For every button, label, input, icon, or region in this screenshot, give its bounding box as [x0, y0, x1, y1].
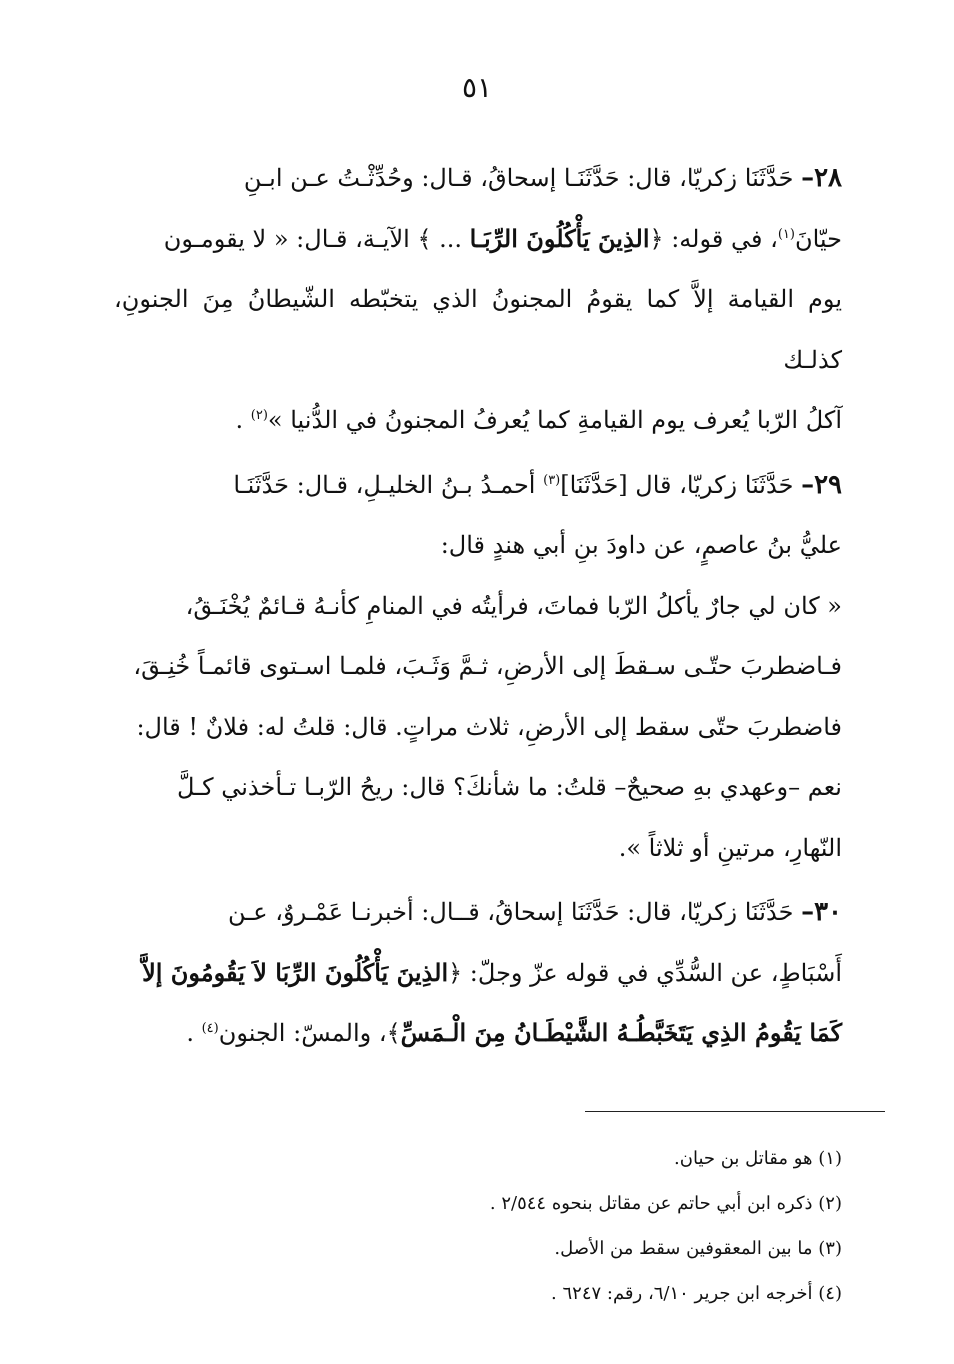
text-line: ٣٠– حَدَّثَنَا زكريّا، قال: حَدَّثَنَا إسحاقُ، قــال: أخبرنـا عَمْـروٌ، عـن	[227, 897, 842, 927]
footnote-3: (٣) ما بين المعقوفين سقط من الأصل.	[554, 1238, 842, 1259]
text-line: أَسْبَاطٍ، عن السُّدِّي في قوله عزّ وجلّ: ﴿الذِينَ يَأْكُلُونَ الرِّبَا لاَ يَقُومُونَ إلاَّ	[142, 957, 842, 987]
footnote-ref: (١)	[777, 226, 795, 242]
footnote-separator	[585, 1111, 885, 1112]
hadith-number: ٢٩–	[801, 469, 842, 500]
text-line: نعم –وعهدي بهِ صحيحٌ– قلتُ: ما شأنكَ؟ قال: ريحُ الرّبـا تـأخذني كـلَّ	[176, 773, 842, 801]
hadith-29	[114, 455, 842, 879]
text-line: « كان لي جارٌ يأكلُ الرّبا فماتَ، فرأيتُه في المنامِ كأنـهُ قـائمٌ يُخْنَـقُ،	[185, 591, 842, 620]
quran-verse: الذِينَ يَأْكُلُونَ الرِّبَـا	[469, 223, 650, 253]
footnote-4: (٤) أخرجه ابن جرير ٦/١٠، رقم: ٦٢٤٧ .	[551, 1283, 842, 1304]
hadith-number: ٣٠–	[801, 897, 842, 927]
text-line: يوم القيامة إلاَّ كما يقومُ المجنونُ الذي يتخبّطه الشّيطانُ مِنَ الجنونِ، كذلـك	[114, 285, 842, 374]
quran-verse: كَمَا يَقُومُ الذِي يَتَخَبَّطُـهُ الشَّيْطَـانُ مِنَ الْـمَسِّ	[400, 1018, 842, 1047]
text-line: عليُّ بنُ عاصمٍ، عن داودَ بنِ أبي هندٍ قال:	[440, 531, 842, 559]
text-line: ٢٩– حَدَّثَنَا زكريّا، قال [حَدَّثَنَا]$^{(٣)}$ أحمـدُ بـنُ الخليـلِ، قـال: حَدَّثَنَـا	[233, 469, 842, 500]
footnote-1: (١) هو مقاتل بن حيان.	[674, 1148, 842, 1169]
text-line: ٢٨– حَدَّثَنَا زكريّا، قال: حَدَّثَنَـا إسحاقُ، قـال: وحُدِّثْـتُ عـن ابـنِ	[243, 163, 842, 193]
footnote-2: (٢) ذكره ابن أبي حاتم عن مقاتل بنحوه ٢/٥٤٤ .	[489, 1193, 842, 1214]
footnotes	[114, 1136, 842, 1316]
footnote-ref: (٤)	[201, 1021, 219, 1036]
hadith-30	[114, 882, 842, 1064]
main-text	[114, 148, 842, 1064]
text-line: كَمَا يَقُومُ الذِي يَتَخَبَّطُـهُ الشَّيْطَـانُ مِنَ الْـمَسِّ﴾، والمسّ: الجنون$^{(٤)}$ .	[186, 1018, 842, 1047]
text-line: فـاضطربَ حتّـى سـقطَ إلى الأرضِ، ثـمَّ وَثَـبَ، فلمـا اسـتوى قائمـاً خُنِـقَ،	[133, 652, 842, 680]
quran-verse: الذِينَ يَأْكُلُونَ الرِّبَا لاَ يَقُومُونَ إلاَّ	[142, 957, 449, 987]
hadith-28	[114, 148, 842, 451]
footnote-ref: (٣)	[543, 472, 561, 488]
footnote-ref: (٢)	[250, 408, 268, 423]
text-line: حيّانَ$^{(١)}$، في قوله: ﴿الذِينَ يَأْكُلُونَ الرِّبَـا ... ﴾ الآيـة، قـال: « لا يقومـون	[163, 223, 842, 253]
text-line: فاضطربَ حتّى سقط إلى الأرضِ، ثلاث مراتٍ. قال: قلتُ له: فلانٌ ! قال:	[136, 712, 842, 741]
hadith-number: ٢٨–	[801, 163, 842, 193]
text-line: النّهارِ، مرتينِ أو ثلاثاً ».	[618, 833, 842, 862]
text-line: آكلُ الرّبا يُعرف يوم القيامةِ كما يُعرفُ المجنونُ في الدُّنيا »$^{(٢)}$ .	[235, 406, 842, 434]
page-number: ٥١	[461, 71, 493, 104]
